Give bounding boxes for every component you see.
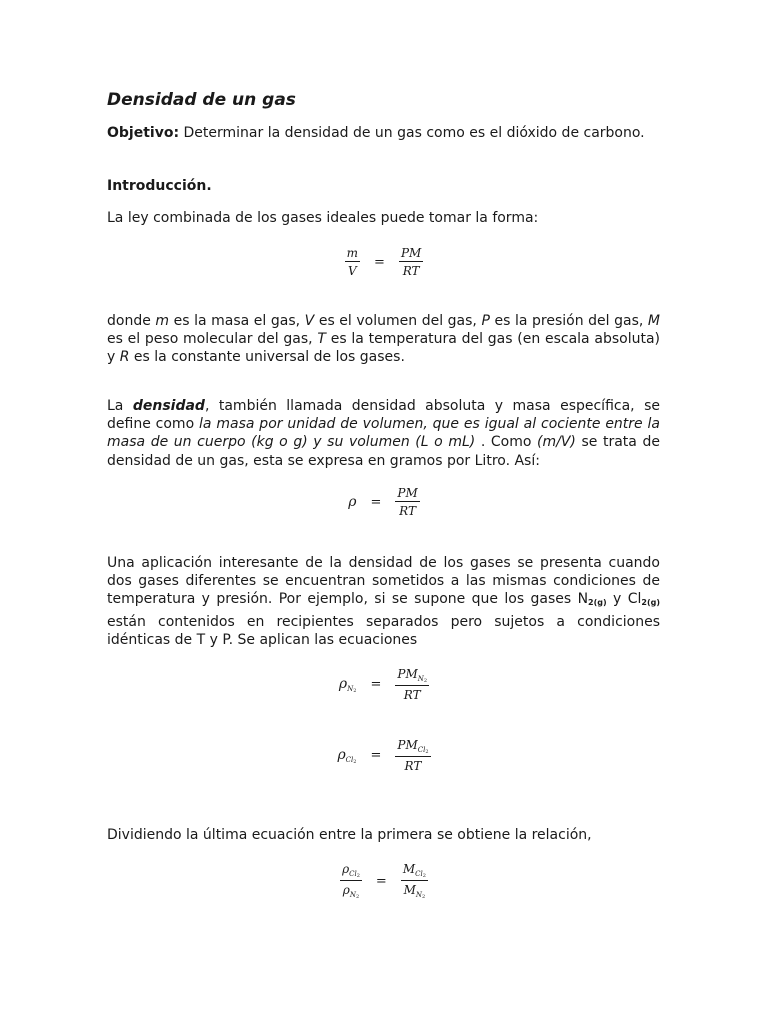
eq4-rhs-den: RT: [404, 759, 422, 773]
p4-sub-n2: 2(g): [588, 598, 607, 608]
p2-T: T: [317, 331, 326, 348]
eq4-rhs-num: [395, 738, 430, 757]
equation-1: [0, 246, 768, 278]
equation-5: [0, 862, 768, 900]
eq3-rhs-den: RT: [403, 688, 421, 702]
eq1-lhs-den: V: [348, 264, 357, 278]
eq5-lden-rho: ρ: [342, 883, 350, 897]
paragraph-3: [107, 397, 660, 470]
objective-paragraph: [107, 124, 660, 142]
equation-4: [0, 738, 768, 773]
eq3-lhs: [339, 676, 357, 694]
p2-d: es la presión del gas,: [489, 313, 648, 329]
eq1-lhs-num: m: [346, 246, 359, 260]
eq2-rhs-den: RT: [399, 504, 416, 518]
eq5-lden-sub-n: N: [349, 891, 356, 899]
objective-label: Objetivo:: [107, 125, 180, 141]
intro-heading: Introducción.: [107, 178, 212, 194]
paragraph-1: La ley combinada de los gases ideales puede tomar la forma:: [107, 210, 539, 226]
eq3-num-sub-2: 2: [423, 678, 428, 684]
p2-f: es la temperatura del gas (en escala absoluta) y: [107, 331, 660, 366]
objective-text: Determinar la densidad de un gas como es el dióxido de carbono.: [179, 125, 645, 141]
eq4-lhs-sub-cl: Cl: [345, 755, 354, 764]
eq5-rden-sub-2: 2: [421, 894, 426, 900]
eq1-rhs-den: RT: [402, 264, 420, 278]
eq5-rhs-num: [401, 862, 428, 881]
eq5-rden-sub: [416, 891, 425, 899]
eq4-rhs-fraction: [395, 738, 430, 773]
p2-R: R: [119, 349, 130, 366]
eq5-rhs-fraction: [401, 862, 428, 900]
eq3-rhs-fraction: [395, 667, 429, 702]
p4-sub-cl2: 2(g): [641, 598, 660, 608]
eq5-lnum-rho: ρ: [342, 862, 350, 876]
eq3-rhs-num: [395, 667, 429, 686]
eq5-lnum-sub-cl: Cl: [349, 870, 357, 878]
eq3-rho: ρ: [338, 675, 348, 692]
eq2-equals: =: [370, 494, 382, 510]
eq3-num-pm: PM: [397, 667, 418, 681]
paragraph-4: [107, 554, 660, 649]
eq4-equals: =: [370, 748, 382, 763]
eq3-lhs-sub: [347, 685, 356, 693]
eq5-lnum-sub-2: 2: [356, 873, 360, 879]
equation-2: [0, 486, 768, 518]
eq4-num-sub-cl: Cl: [417, 746, 426, 754]
equation-3: [0, 667, 768, 702]
p3-mv: (m/V): [537, 434, 576, 451]
eq5-lden-sub: [350, 891, 359, 899]
paragraph-5: Dividiendo la última ecuación entre la primera se obtiene la relación,: [107, 827, 592, 843]
p2-c: es el volumen del gas,: [314, 313, 482, 329]
p2-b: es la masa el gas,: [169, 313, 305, 329]
eq4-lhs-sub: [346, 756, 357, 764]
p3-d: se trata de densidad de un gas, esta se expresa en gramos por Litro. Así:: [107, 434, 660, 469]
eq5-lden-sub-2: 2: [355, 894, 360, 900]
eq3-num-sub: [418, 675, 427, 683]
eq5-equals: =: [375, 873, 387, 889]
eq1-rhs-fraction: [399, 246, 423, 278]
eq4-lhs-sub-2: 2: [353, 758, 357, 765]
eq5-rnum-sub-cl: Cl: [415, 870, 423, 878]
eq4-num-pm: PM: [397, 738, 418, 752]
eq4-lhs: [337, 747, 356, 765]
p2-g: es la constante universal de los gases.: [129, 349, 405, 366]
p4-b: y Cl: [606, 591, 642, 608]
eq5-lnum-sub: [349, 870, 360, 878]
eq5-rhs-den: [404, 881, 426, 900]
eq3-num-sub-n: N: [417, 675, 424, 683]
p4-a: Una aplicación interesante de la densidad de los gases se presenta cuando dos gases diferentes se encuentran sometidos a las mismas condiciones de temperatura y presión. Por ejemplo, si se supone que los gases N: [107, 555, 660, 608]
eq4-rho: ρ: [337, 746, 346, 763]
p2-P: P: [481, 313, 490, 329]
eq1-rhs-num: PM: [400, 246, 422, 260]
p2-M: M: [647, 313, 660, 329]
eq2-rhs-fraction: [395, 486, 419, 518]
eq5-lhs-num: [340, 862, 362, 881]
p2-a: donde: [107, 313, 156, 329]
eq5-rnum-sub: [415, 870, 426, 878]
eq5-lhs-fraction: [340, 862, 362, 900]
eq1-lhs-fraction: [345, 246, 360, 278]
p3-b: , también llamada densidad absoluta y masa específica, se define como: [107, 398, 660, 433]
eq3-equals: =: [370, 677, 382, 692]
p4-c: están contenidos en recipientes separados pero sujetos a condiciones idénticas de T y P. Se aplican las ecuaciones: [107, 613, 660, 648]
eq3-lhs-sub-2: 2: [353, 687, 357, 694]
eq2-rho: ρ: [348, 494, 357, 510]
eq1-equals: =: [374, 254, 385, 270]
p3-a: La: [107, 398, 133, 414]
p2-e: es el peso molecular del gas,: [107, 331, 318, 348]
eq3-lhs-sub-n: N: [347, 684, 354, 693]
eq5-lhs-den: [343, 881, 359, 900]
p3-italic-definition: la masa por unidad de volumen, que es igual al cociente entre la masa de un cuerpo (kg o g) y su volumen (L o mL): [107, 416, 661, 451]
p3-c: . Como: [475, 434, 538, 451]
eq5-rden-m: M: [403, 883, 416, 897]
eq4-num-sub-2: 2: [425, 749, 429, 755]
eq2-rhs-num: PM: [397, 486, 418, 500]
eq5-rnum-m: M: [402, 862, 416, 876]
p2-m: m: [155, 313, 170, 329]
eq5-rden-sub-n: N: [415, 891, 422, 899]
p2-V: V: [304, 313, 315, 329]
p3-bold-term: densidad: [132, 398, 205, 414]
document-title: Densidad de un gas: [107, 90, 296, 110]
eq4-num-sub: [418, 746, 429, 754]
eq5-rnum-sub-2: 2: [422, 873, 426, 879]
paragraph-2: [107, 312, 660, 367]
